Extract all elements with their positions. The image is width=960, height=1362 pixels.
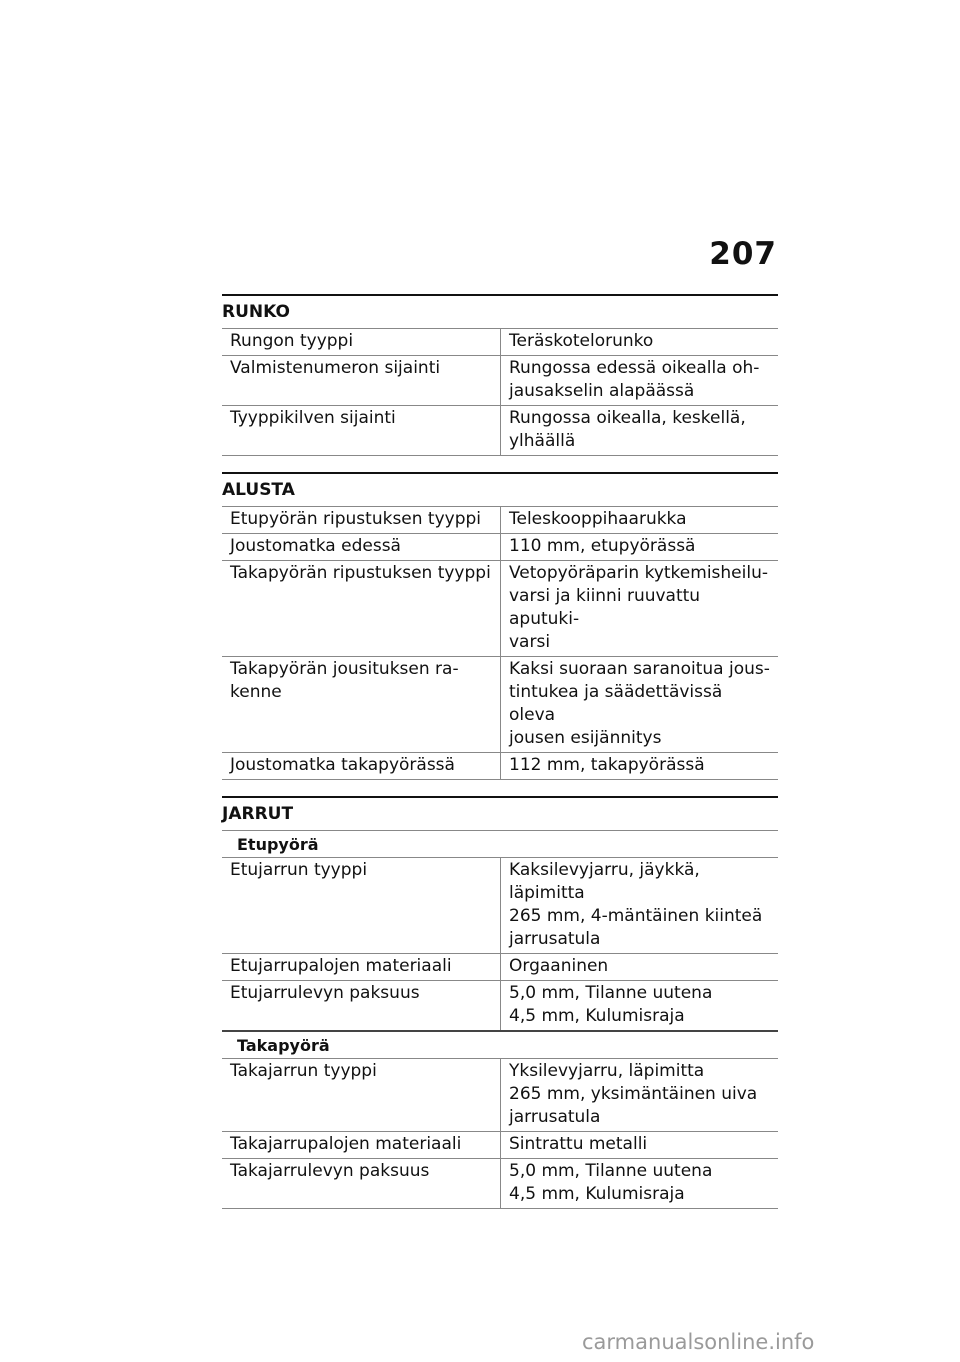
spec-label: Tyyppikilven sijainti xyxy=(222,406,501,455)
spec-value: 5,0 mm, Tilanne uutena 4,5 mm, Kulumisraja xyxy=(509,983,713,1026)
spec-label: Joustomatka takapyörässä xyxy=(222,753,501,779)
table-row xyxy=(222,506,778,533)
spec-label: Takapyörän jousituksen ra- kenne xyxy=(222,657,501,752)
spec-label: Joustomatka edessä xyxy=(222,534,501,560)
spec-value: 110 mm, etupyörässä xyxy=(509,536,696,556)
spec-value: Vetopyöräparin kytkemisheilu- varsi ja kiinni ruuvattu aputuki- varsi xyxy=(509,563,768,652)
table-row xyxy=(222,405,778,456)
spec-label: Etujarrun tyyppi xyxy=(222,858,501,953)
spec-label: Valmistenumeron sijainti xyxy=(222,356,501,405)
table-row xyxy=(222,328,778,355)
spec-value: 5,0 mm, Tilanne uutena 4,5 mm, Kulumisraja xyxy=(509,1161,713,1204)
spec-label: Etujarrulevyn paksuus xyxy=(222,981,501,1030)
spec-value: Kaksi suoraan saranoitua jous- tintukea ja säädettävissä oleva jousen esijännitys xyxy=(509,659,770,748)
spec-value: Kaksilevyjarru, jäykkä, läpimitta 265 mm, 4-mäntäinen kiinteä jarrusatula xyxy=(509,860,763,949)
table-row xyxy=(222,355,778,405)
table-row xyxy=(222,1131,778,1158)
spec-value: Rungossa oikealla, keskellä, ylhäällä xyxy=(509,408,746,451)
table-row xyxy=(222,980,778,1030)
spec-label: Takapyörän ripustuksen tyyppi xyxy=(222,561,501,656)
table-row xyxy=(222,560,778,656)
table-row xyxy=(222,752,778,780)
table-row xyxy=(222,656,778,752)
table-row xyxy=(222,953,778,980)
section-runko xyxy=(222,294,778,456)
section-title: JARRUT xyxy=(222,796,778,830)
spec-label: Etupyörän ripustuksen tyyppi xyxy=(222,507,501,533)
spec-label: Rungon tyyppi xyxy=(222,329,501,355)
spec-label: Takajarrun tyyppi xyxy=(222,1059,501,1131)
section-title: ALUSTA xyxy=(222,472,778,506)
subsection-title: Etupyörä xyxy=(222,830,778,857)
spec-value: Teräskotelorunko xyxy=(509,331,654,351)
spec-content xyxy=(222,294,778,1225)
spec-table xyxy=(222,328,778,456)
spec-label: Takajarrupalojen materiaali xyxy=(222,1132,501,1158)
spec-table xyxy=(222,506,778,780)
section-jarrut xyxy=(222,796,778,1209)
table-row xyxy=(222,1058,778,1131)
subsection-title: Takapyörä xyxy=(222,1030,778,1058)
spec-value: Yksilevyjarru, läpimitta 265 mm, yksimäntäinen uiva jarrusatula xyxy=(509,1061,758,1127)
section-title: RUNKO xyxy=(222,294,778,328)
spec-value: Orgaaninen xyxy=(509,956,609,976)
spec-label: Etujarrupalojen materiaali xyxy=(222,954,501,980)
spec-value: 112 mm, takapyörässä xyxy=(509,755,705,775)
spec-label: Takajarrulevyn paksuus xyxy=(222,1159,501,1208)
table-row xyxy=(222,533,778,560)
section-alusta xyxy=(222,472,778,780)
spec-value: Teleskooppihaarukka xyxy=(509,509,687,529)
table-row xyxy=(222,857,778,953)
spec-table xyxy=(222,830,778,1209)
page-number: 207 xyxy=(709,236,777,272)
spec-value: Rungossa edessä oikealla oh- jausakselin alapäässä xyxy=(509,358,760,401)
spec-value: Sintrattu metalli xyxy=(509,1134,648,1154)
watermark: carmanualsonline.info xyxy=(582,1330,815,1354)
table-row xyxy=(222,1158,778,1209)
